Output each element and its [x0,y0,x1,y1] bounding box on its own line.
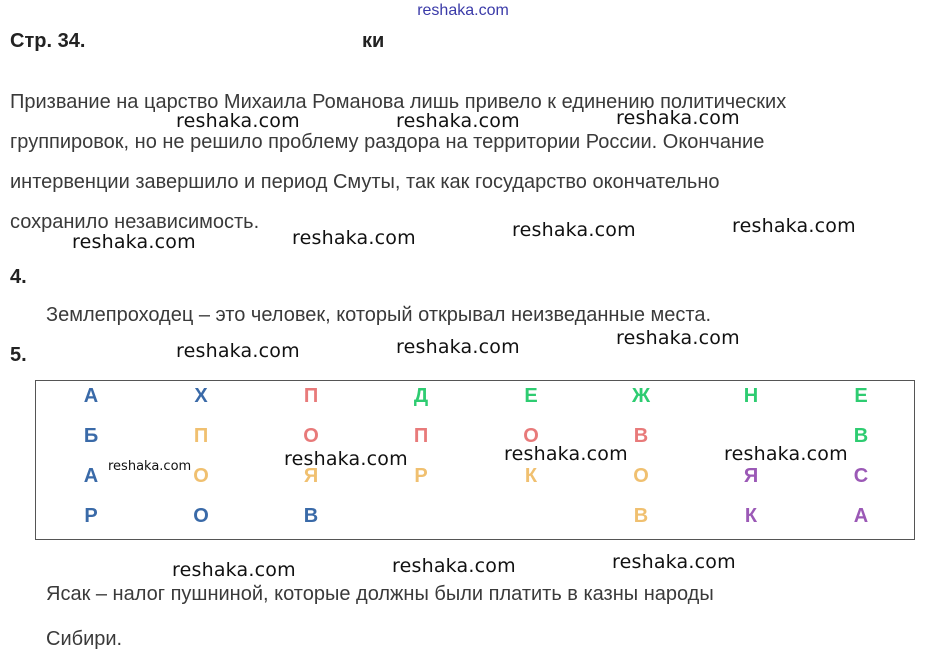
grid-letter: Р [84,505,98,527]
grid-letter: О [303,425,319,447]
watermark: reshaka.com [724,443,848,465]
paragraph-line: Призвание на царство Михаила Романова лишь привело к единению политических [10,91,787,113]
grid-letter: Я [743,465,759,487]
paragraph-line: интервенции завершило и период Смуты, так как государство окончательно [10,171,720,193]
grid-letter: Е [524,385,538,407]
grid-letter: П [303,385,319,407]
grid-letter: А [83,385,99,407]
grid-letter: П [413,425,429,447]
answer-line: Сибири. [46,628,123,650]
grid-letter: Я [303,465,319,487]
grid-letter: А [853,505,869,527]
grid-letter: Б [83,425,99,447]
watermark: reshaka.com [392,555,516,577]
grid-letter: Ж [631,385,651,407]
watermark: reshaka.com [396,110,520,132]
watermark: reshaka.com [616,107,740,129]
watermark: reshaka.com [172,559,296,581]
grid-letter: П [193,425,209,447]
watermark: reshaka.com [396,336,520,358]
grid-letter: К [744,505,758,527]
grid-letter: Х [194,385,208,407]
watermark: reshaka.com [732,215,856,237]
watermark: reshaka.com [176,110,300,132]
site-link[interactable]: reshaka.com [417,2,509,19]
answer-line: Ясак – налог пушниной, которые должны были платить в казны народы [46,583,714,605]
watermark: reshaka.com [284,448,408,470]
grid-letter: В [853,425,869,447]
task-number: 5. [10,344,27,366]
grid-letter: Р [414,465,428,487]
grid-letter: В [303,505,319,527]
grid-letter: С [853,465,869,487]
watermark: reshaka.com [176,340,300,362]
grid-letter: А [83,465,99,487]
watermark: reshaka.com [72,231,196,253]
paragraph-line: группировок, но не решило проблему раздора на территории России. Окончание [10,131,765,153]
task-answer: Землепроходец – это человек, который открывал неизведанные места. [46,304,712,326]
grid-letter: В [633,505,649,527]
grid-letter: О [193,465,209,487]
watermark: reshaka.com [504,443,628,465]
grid-letter: Д [413,385,429,407]
grid-letter: Е [854,385,868,407]
grid-letter: В [633,425,649,447]
grid-letter: О [523,425,539,447]
watermark: reshaka.com [616,327,740,349]
page-title: Стр. 34. [10,30,86,52]
grid-letter: Н [743,385,759,407]
grid-letter: О [193,505,209,527]
task-number: 4. [10,266,27,288]
watermark: reshaka.com [108,459,192,474]
page-title-tail: ки [362,30,385,52]
watermark: reshaka.com [612,551,736,573]
grid-letter: О [633,465,649,487]
paragraph-line: сохранило независимость. [10,211,260,233]
watermark: reshaka.com [292,227,416,249]
watermark: reshaka.com [512,219,636,241]
grid-letter: К [524,465,538,487]
